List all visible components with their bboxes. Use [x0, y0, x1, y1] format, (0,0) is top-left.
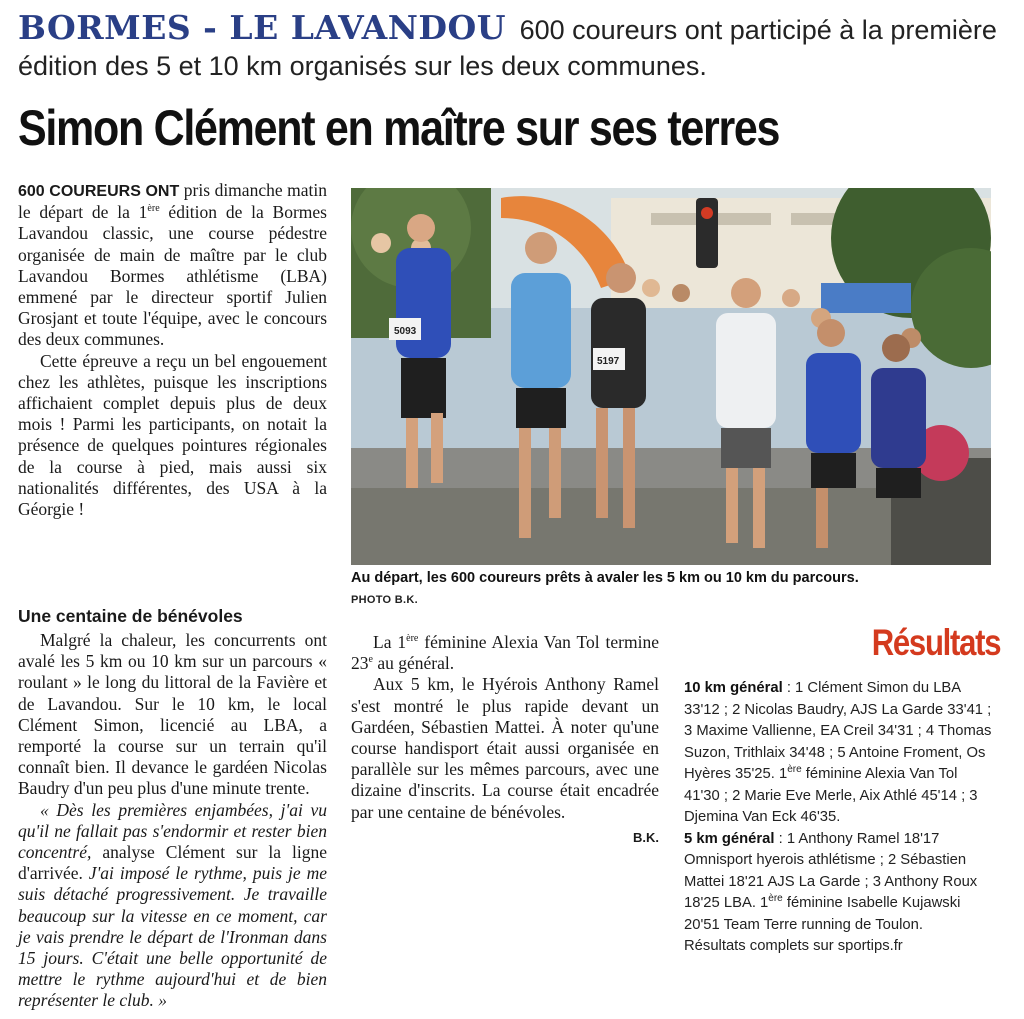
bib-number-2: 5197 [597, 356, 620, 367]
article-quote: « Dès les premières enjambées, j'ai vu qu'il ne fallait pas s'endormir et rester bien concentré, analyse Clément sur la ligne d'arrivée. J'ai imposé le rythme, puis je me suis détaché progressivement. Je travaille beaucoup sur la vitesse en ce moment, car je vais prendre le départ de l'Ironman dans 15 jours. C'était une belle opportunité de mettre le rythme aujourd'hui et de bien représenter le club. » [18, 799, 327, 1011]
article-column-1-bottom [18, 604, 327, 1012]
article-subhead: Une centaine de bénévoles [18, 606, 243, 626]
results-box [684, 678, 992, 958]
article-quote-continued: J'ai imposé le rythme, puis je me suis détaché progressivement. Je travaille beaucoup sur la vitesse en ce moment, car je vais prendre le départ de l'Ironman dans 15 jours. C'était une belle opportunité de mettre le rythme aujourd'hui et de bien représenter le club. » [18, 863, 327, 1011]
article-column-2 [351, 632, 659, 848]
kicker-text: 600 coureurs ont participé à la première édition des 5 et 10 km organisés sur les deux communes. [18, 15, 997, 81]
article-paragraph-4: La 1ère féminine Alexia Van Tol termine 23e au général. [351, 632, 659, 674]
article-column-1 [18, 180, 327, 520]
article-paragraph-1: 600 COUREURS ONT pris dimanche matin le départ de la 1ère édition de la Bormes Lavandou classic, une course pédestre organisée de main de maître par le club Lavandou Bormes athlétisme (LBA) emmené par le directeur sportif Julien Grosjant et toute l'équipe, avec le concours des deux communes. [18, 180, 327, 350]
results-5km-label: 5 km général [684, 830, 775, 847]
article-lead: 600 COUREURS ONT [18, 183, 180, 200]
article-paragraph-2: Cette épreuve a reçu un bel engouement chez les athlètes, puisque les inscriptions affichaient complet depuis plus de deux mois ! Parmi les participants, on notait la présence de quelques pointures régionales de la course à pied, mais aussi six nationalités différentes, des USA à la Géorgie ! [18, 350, 327, 520]
results-10km-label: 10 km général [684, 680, 783, 696]
article-paragraph-5: Aux 5 km, le Hyérois Anthony Ramel s'est montré le plus rapide devant un Gardéen, Sébastien Mattei. À noter qu'une course handisport était aussi organisée en parallèle sur les mêmes parcours, avec une dizaine d'inscrits. La course était encadrée par une centaine de bénévoles. [351, 674, 659, 822]
race-start-photo [351, 188, 991, 565]
article-paragraph-3: Malgré la chaleur, les concurrents ont avalé les 5 km ou 10 km sur un parcours « roulant » le long du littoral de la Favière et de Lavandou. Sur le 10 km, le local Clément Simon, licencié au LBA, a remporté la course sur un terrain qu'il connaît bien. Il devance le gardéen Nicolas Baudry d'un peu plus d'une minute trente. [18, 630, 327, 799]
results-title: Résultats [871, 622, 1001, 663]
article-signature: B.K. [633, 829, 659, 845]
kicker-place: BORMES - LE LAVANDOU [18, 8, 507, 47]
results-5km: 5 km général : 1 Anthony Ramel 18'17 Omnisport hyerois athlétisme ; 2 Sébastien Mattei 18'21 AJS La Garde ; 3 Anthony Roux 18'25 LBA. 1ère féminine Isabelle Kujawski 20'51 Team Terre running de Toulon. [684, 830, 978, 933]
results-footer: Résultats complets sur sportips.fr [684, 938, 903, 954]
results-10km: 10 km général : 1 Clément Simon du LBA 33'12 ; 2 Nicolas Baudry, AJS La Garde 33'41 ; 3 Maxime Vallienne, EA Creil 34'31 ; 4 Thomas Suzon, Trithlaix 34'48 ; 5 Antoine Froment, Os Hyères 35'25. 1ère féminine Alexia Van Tol 41'30 ; 2 Marie Eve Merle, Aix Athlé 45'14 ; 3 Djemina Van Eck 46'35. [684, 680, 992, 825]
photo-credit: PHOTO B.K. [351, 594, 418, 606]
kicker [18, 10, 1008, 84]
photo-caption: Au départ, les 600 coureurs prêts à avaler les 5 km ou 10 km du parcours. [351, 570, 859, 586]
bib-number-1: 5093 [394, 326, 417, 337]
headline: Simon Clément en maître sur ses terres [18, 100, 780, 156]
